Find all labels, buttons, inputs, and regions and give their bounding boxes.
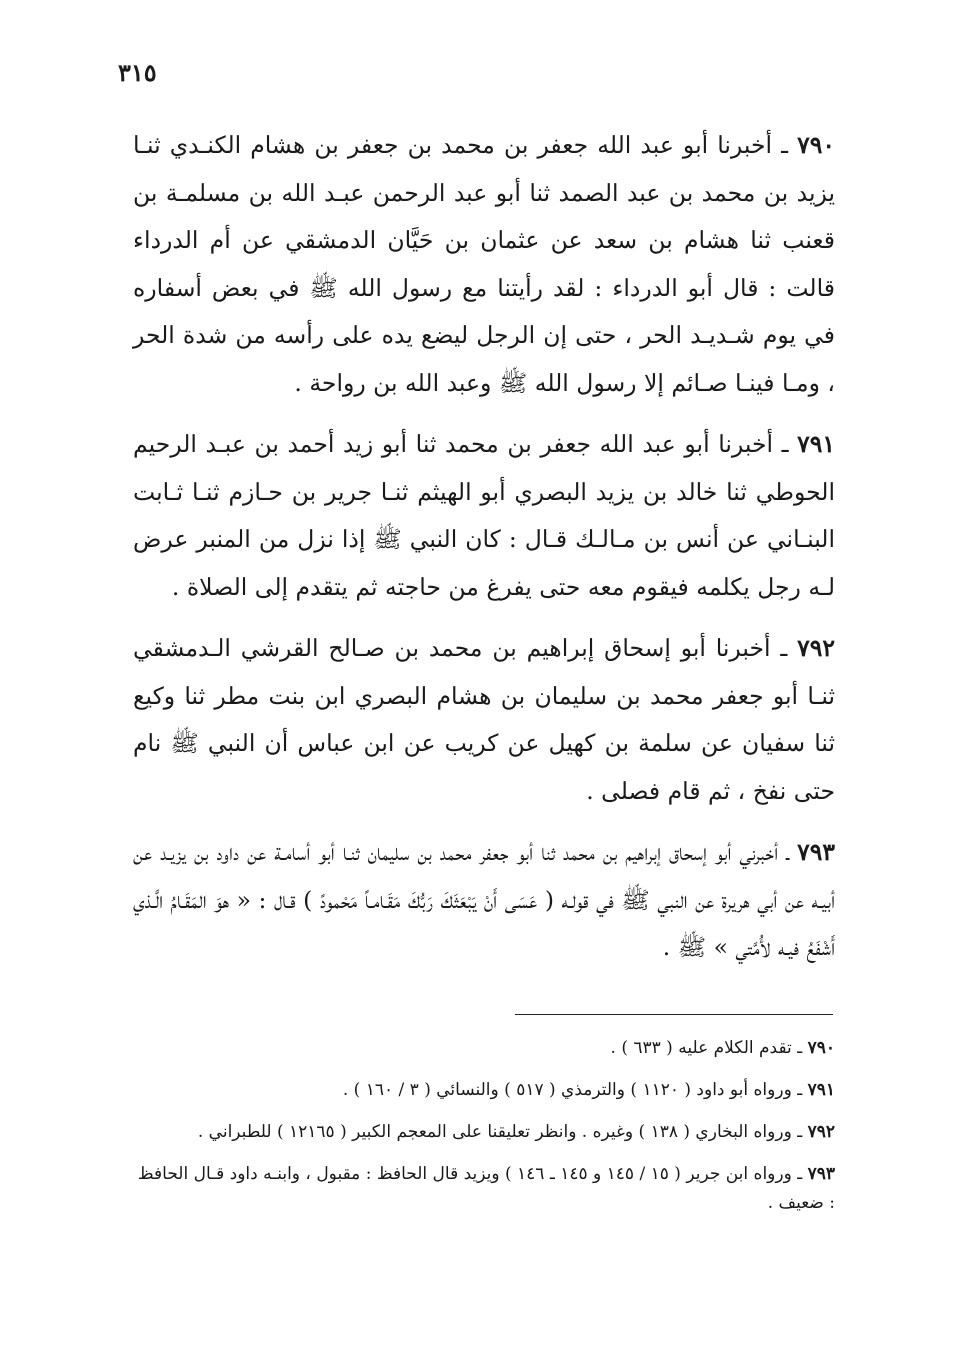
hadith-text: أخبرنا أبو إسحاق إبراهيم بن محمد بن صـالح القرشي الـدمشقي ثنـا أبو جعفر محمد بن سليمان بن هشام البصري ابن بنت مطر ثنا وكيع ثنا سفيان عن سلمة بن كهيل عن كريب عن ابن عباس أن النبي ﷺ نام حتى نفخ ، ثم قام فصلى . bbox=[133, 634, 835, 805]
footnote-number: ٧٩٠ bbox=[807, 1038, 835, 1058]
footnote-text: تقدم الكلام عليه ( ٦٣٣ ) . bbox=[610, 1038, 792, 1058]
footnotes bbox=[133, 1034, 835, 1231]
footnote-number: ٧٩١ bbox=[807, 1080, 835, 1100]
page-number: ٣١٥ bbox=[118, 58, 157, 87]
hadith-text: أخبرني أبو إسحاق إبراهيم بن محمد ثنا أبو جعفر محمد بن سليمان ثنـا أبو أسامـة عن داود بن يزيـد عن أبيـه عن أبي هريرة عن النبي ﷺ في قولـه ( عَسَى أَنْ يَبْعَثَكَ رَبُّكَ مَقَـامـاً مَحْمودً ) قـال : « هوَ المَقَـامُ الَّـذي أَشْفَعُ فيـه لأُمَّتي » ﷺ . bbox=[133, 838, 835, 961]
hadith-791 bbox=[133, 421, 835, 611]
footnote-790 bbox=[133, 1034, 835, 1063]
footnote-separator: ـ bbox=[797, 1164, 803, 1184]
hadith-number: ٧٩٠ bbox=[797, 131, 835, 159]
hadith-text: أخبرنا أبو عبد الله جعفر بن محمد ثنا أبو زيد أحمد بن عبـد الرحيم الحوطي ثنا خالد بن يزيد البصري أبو الهيثم ثنـا جرير بن حـازم ثنـا ثـابت البنـاني عن أنس بن مـالـك قـال : كان النبي ﷺ إذا نزل من المنبر عرض لـه رجل يكلمه فيقوم معه حتى يفرغ من حاجته ثم يتقدم إلى الصلاة . bbox=[133, 430, 835, 601]
footnote-792 bbox=[133, 1118, 835, 1147]
hadith-list bbox=[133, 122, 835, 986]
hadith-793 bbox=[133, 829, 835, 972]
hadith-text: أخبرنا أبو عبد الله جعفر بن محمد بن جعفر بن هشام الكنـدي ثنـا يزيد بن محمد بن عبد الصمد ثنا أبو عبد الرحمن عبـد الله بن مسلمـة بن قعنب ثنا هشام بن سعد عن عثمان بن حَيَّان الدمشقي عن أم الدرداء قالت : قال أبو الدرداء : لقد رأيتنا مع رسول الله ﷺ في بعض أسفاره في يوم شـديـد الحر ، حتى إن الرجل ليضع يده على رأسه من شدة الحر ، ومـا فينـا صـائم إلا رسول الله ﷺ وعبد الله بن رواحة . bbox=[133, 131, 835, 397]
footnote-separator: ـ bbox=[797, 1038, 803, 1058]
hadith-number: ٧٩١ bbox=[797, 430, 835, 458]
footnote-text: ورواه ابن جرير ( ١٥ / ١٤٥ و ١٤٥ ـ ١٤٦ ) ويزيد قال الحافظ : مقبول ، وابنـه داود قـال الحافظ : ضعيف . bbox=[137, 1164, 835, 1213]
footnote-number: ٧٩٣ bbox=[807, 1164, 835, 1184]
footnote-number: ٧٩٢ bbox=[807, 1122, 835, 1142]
hadith-number: ٧٩٢ bbox=[797, 634, 835, 662]
footnote-793 bbox=[133, 1160, 835, 1218]
footnote-divider bbox=[515, 1014, 833, 1015]
hadith-separator: ـ bbox=[780, 634, 788, 662]
footnote-791 bbox=[133, 1076, 835, 1105]
footnote-text: ورواه أبو داود ( ١١٢٠ ) والترمذي ( ٥١٧ ) والنسائي ( ٣ / ١٦٠ ) . bbox=[342, 1080, 792, 1100]
hadith-number: ٧٩٣ bbox=[797, 838, 835, 866]
hadith-790 bbox=[133, 122, 835, 407]
hadith-792 bbox=[133, 625, 835, 815]
hadith-separator: ـ bbox=[781, 430, 789, 458]
hadith-separator: ـ bbox=[786, 838, 790, 866]
footnote-separator: ـ bbox=[797, 1122, 803, 1142]
hadith-separator: ـ bbox=[781, 131, 789, 159]
footnote-separator: ـ bbox=[797, 1080, 803, 1100]
footnote-text: ورواه البخاري ( ١٣٨ ) وغيره . وانظر تعليقنا على المعجم الكبير ( ١٢١٦٥ ) للطبراني . bbox=[197, 1122, 792, 1142]
